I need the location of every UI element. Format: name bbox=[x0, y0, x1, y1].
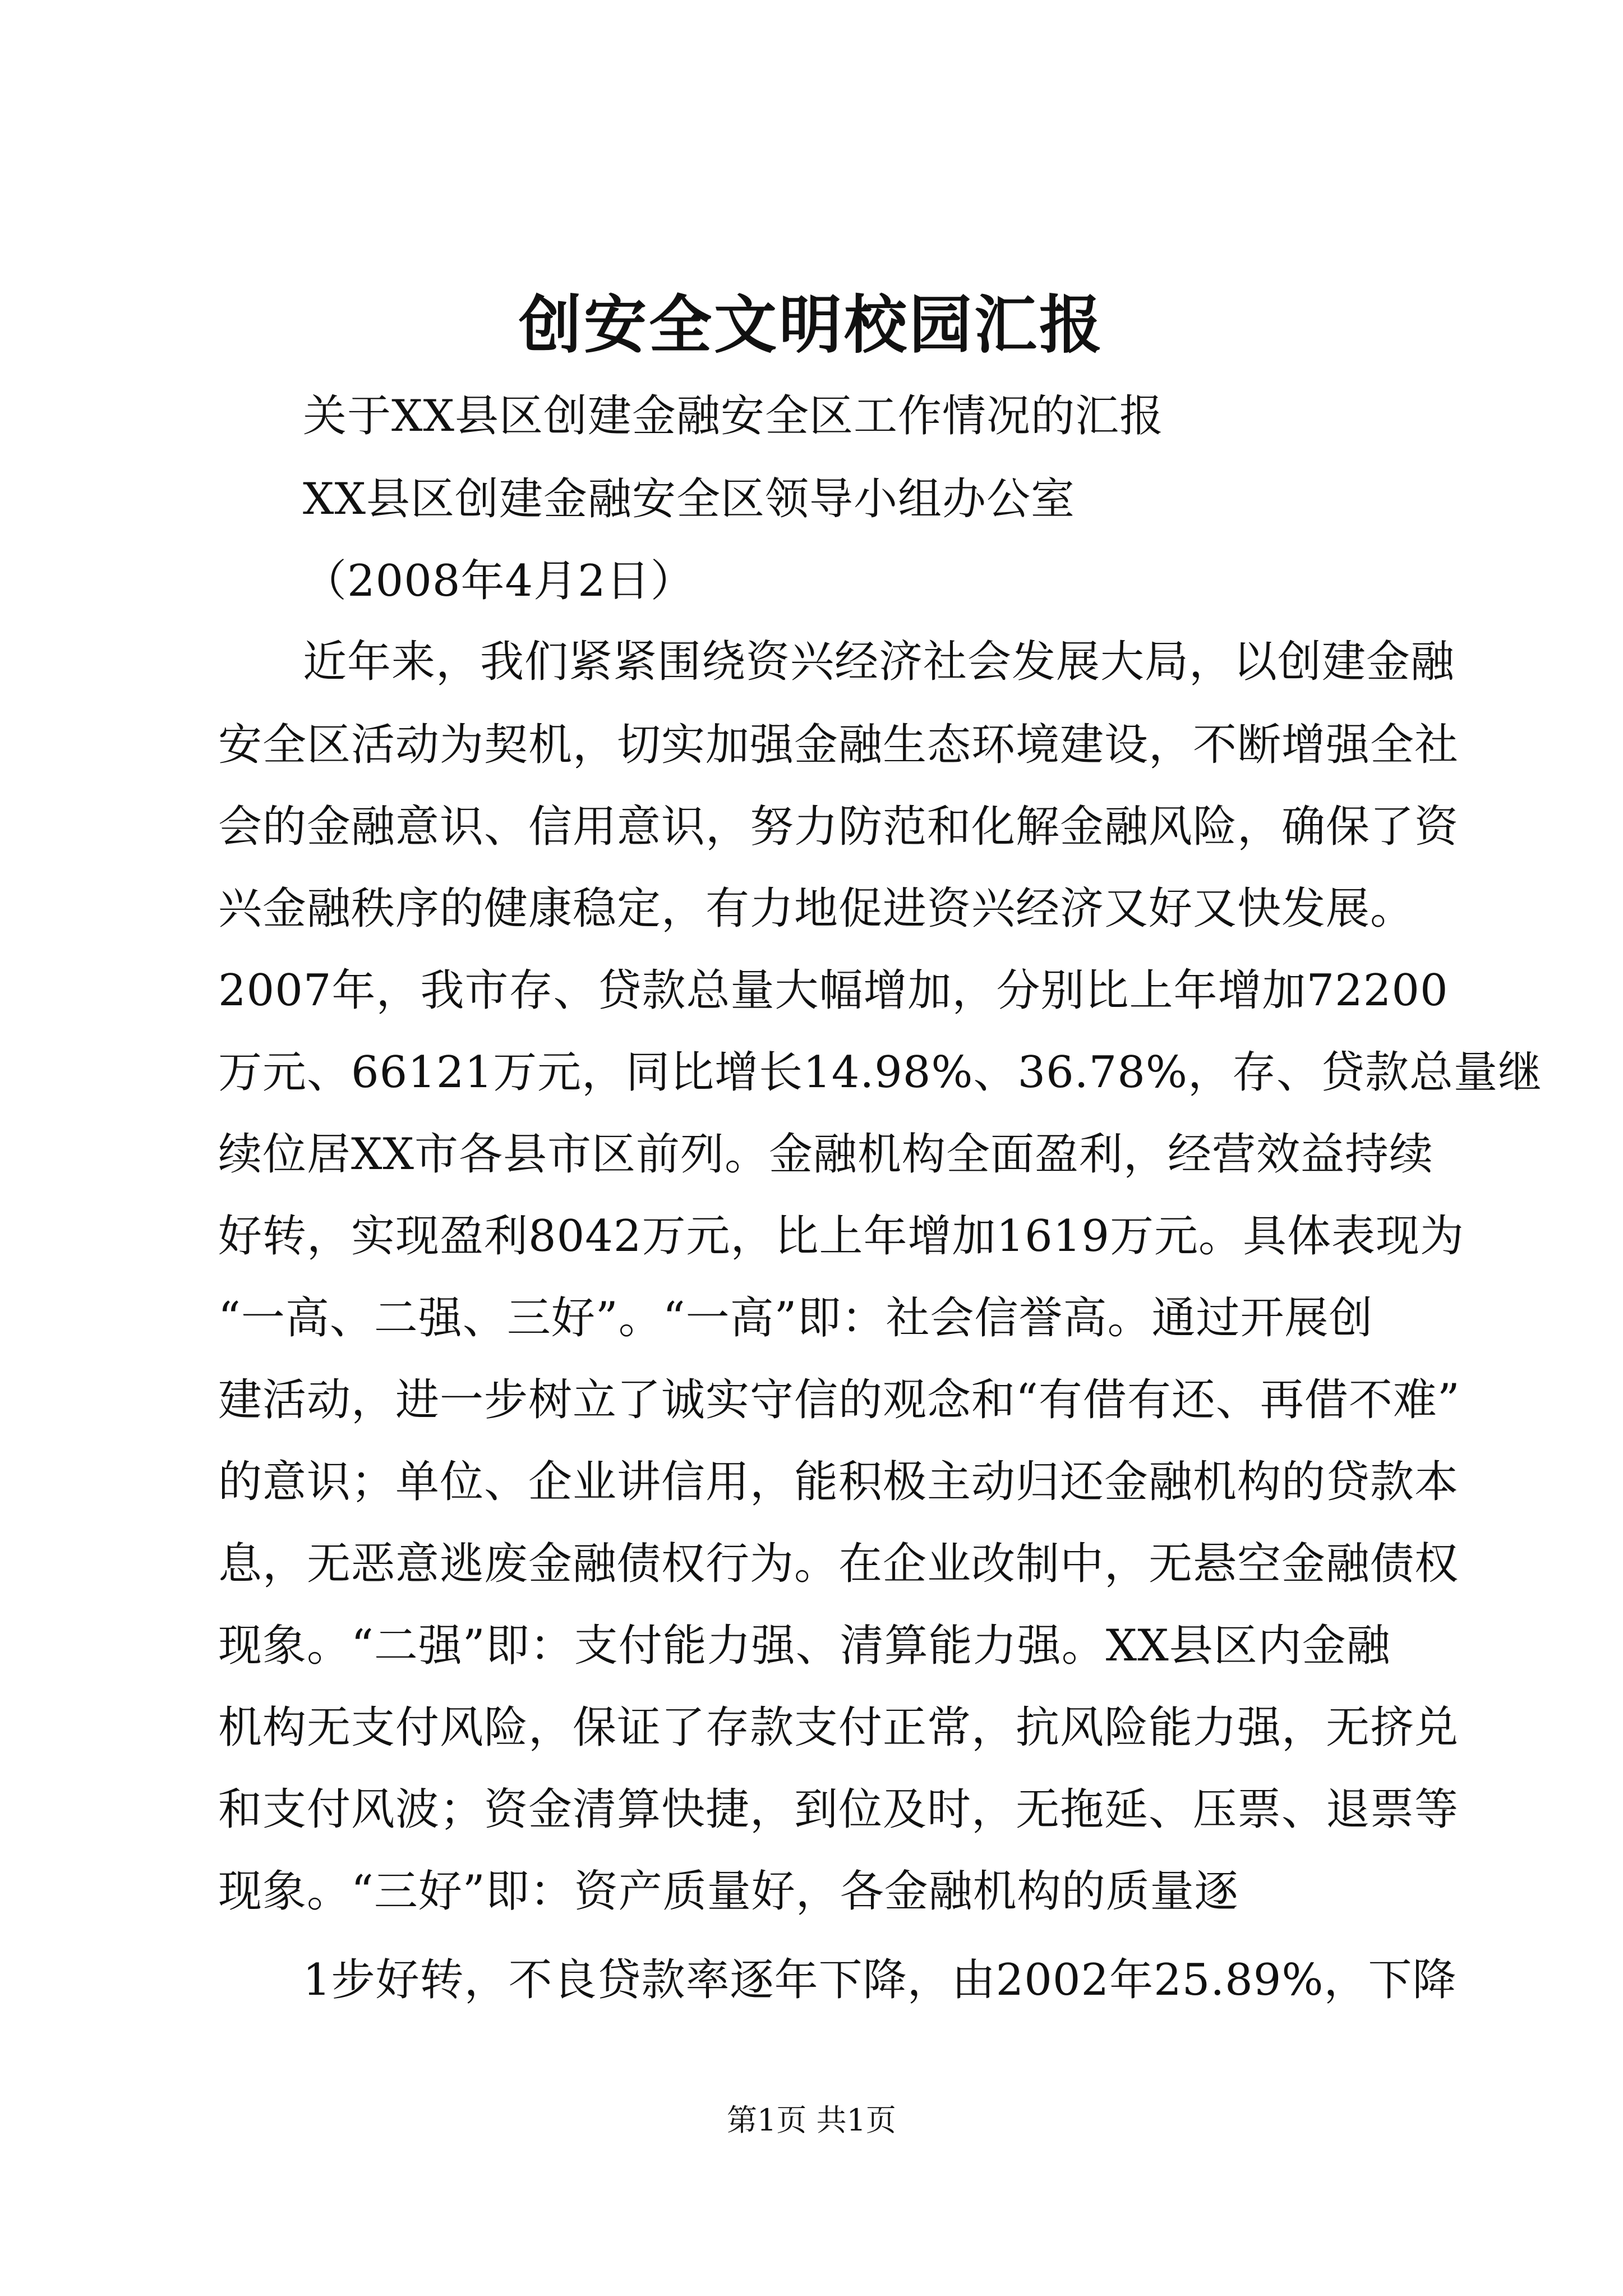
body-line: 近年来，我们紧紧围绕资兴经济社会发展大局，以创建金融 bbox=[303, 637, 1455, 687]
body-line: 兴金融秩序的健康稳定，有力地促进资兴经济又好又快发展。 bbox=[218, 884, 1415, 934]
body-line: 现象。“三好”即：资产质量好，各金融机构的质量逐 bbox=[218, 1866, 1239, 1917]
body-line: 建活动，进一步树立了诚实守信的观念和“有借有还、再借不难” bbox=[218, 1375, 1460, 1425]
document-title: 创安全文明校园汇报 bbox=[519, 288, 1104, 362]
continuation-line: 1步好转，不良贷款率逐年下降，由2002年25.89%，下降 bbox=[303, 1955, 1457, 2005]
document-issuer: XX县区创建金融安全区领导小组办公室 bbox=[303, 474, 1076, 524]
body-line: 会的金融意识、信用意识，努力防范和化解金融风险，确保了资 bbox=[218, 802, 1459, 852]
body-line: 好转，实现盈利8042万元，比上年增加1619万元。具体表现为 bbox=[218, 1211, 1465, 1262]
body-line: “一高、二强、三好”。“一高”即：社会信誉高。通过开展创 bbox=[218, 1293, 1373, 1343]
page-number-footer: 第1页 共1页 bbox=[727, 2102, 896, 2138]
body-line: 机构无支付风险，保证了存款支付正常，抗风险能力强，无挤兑 bbox=[218, 1703, 1459, 1753]
body-line: 和支付风波；资金清算快捷，到位及时，无拖延、压票、退票等 bbox=[218, 1784, 1459, 1835]
document-date: （2008年4月2日） bbox=[303, 556, 695, 606]
body-line: 万元、66121万元，同比增长14.98%、36.78%，存、贷款总量继 bbox=[218, 1047, 1542, 1098]
body-line: 2007年，我市存、贷款总量大幅增加，分别比上年增加72200 bbox=[218, 965, 1449, 1016]
body-line: 的意识；单位、企业讲信用，能积极主动归还金融机构的贷款本 bbox=[218, 1457, 1459, 1507]
body-line: 现象。“二强”即：支付能力强、清算能力强。XX县区内金融 bbox=[218, 1621, 1391, 1671]
body-line: 息，无恶意逃废金融债权行为。在企业改制中，无悬空金融债权 bbox=[218, 1539, 1459, 1589]
document-subtitle: 关于XX县区创建金融安全区工作情况的汇报 bbox=[303, 391, 1164, 441]
body-line: 安全区活动为契机，切实加强金融生态环境建设，不断增强全社 bbox=[218, 720, 1459, 770]
body-line: 续位居XX市各县市区前列。金融机构全面盈利，经营效益持续 bbox=[218, 1129, 1434, 1180]
